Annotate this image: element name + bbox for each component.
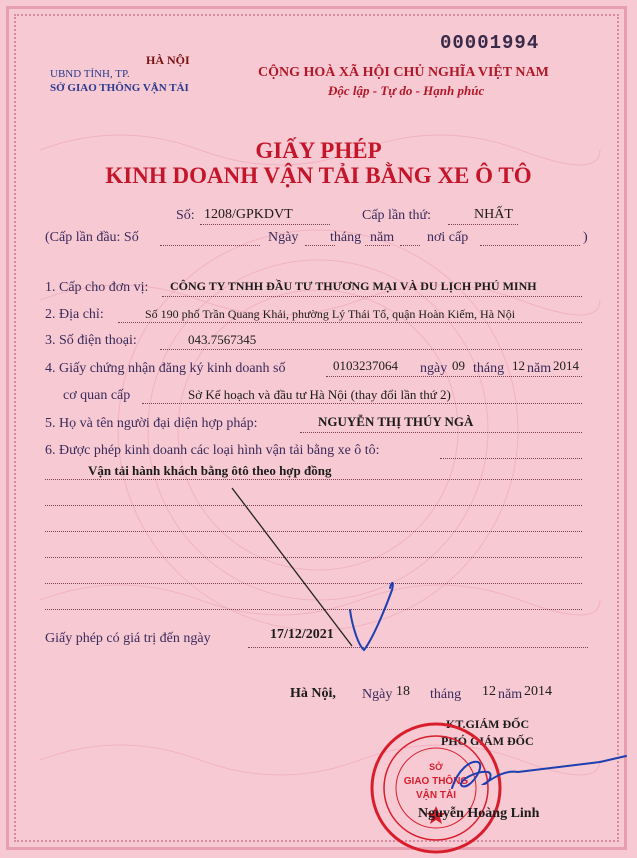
signing-year-label: năm — [498, 687, 523, 702]
first-issue-close: ) — [583, 230, 588, 245]
title-line1: GIẤY PHÉP — [255, 138, 382, 163]
signing-month: 12 — [482, 684, 496, 699]
signing-place: Hà Nội, — [290, 686, 336, 701]
transport-types-value: Vận tải hành khách bằng ôtô theo hợp đồng — [88, 463, 332, 478]
representative-value: NGUYỄN THỊ THÚY NGÀ — [318, 414, 474, 429]
agency-label: cơ quan cấp — [63, 388, 131, 403]
transport-types-label: 6. Được phép kinh doanh các loại hình vận tải bằng xe ô tô: — [45, 443, 380, 458]
issue-times-value: NHẤT — [474, 207, 513, 222]
first-issue-place-label: nơi cấp — [427, 230, 469, 245]
phone-value: 043.7567345 — [188, 332, 257, 347]
national-line1: CỘNG HOÀ XÃ HỘI CHỦ NGHĨA VIỆT NAM — [258, 65, 549, 80]
reg-day-label: ngày — [420, 361, 448, 376]
seal-text-1: SỞ — [429, 762, 443, 772]
reg-year: 2014 — [553, 358, 579, 373]
issued-to-label: 1. Cấp cho đơn vị: — [45, 280, 149, 295]
reg-number: 0103237064 — [333, 358, 398, 373]
signing-month-label: tháng — [430, 687, 462, 702]
first-issue-month-label: tháng — [330, 230, 362, 245]
seal-text-3: VẬN TẢI — [416, 790, 456, 801]
title-line2: KINH DOANH VẬN TẢI BẰNG XE Ô TÔ — [105, 163, 532, 188]
address-label: 2. Địa chỉ: — [45, 307, 104, 322]
seal-text-2: GIAO THÔNG — [403, 776, 469, 787]
signer-name: Nguyễn Hoàng Linh — [418, 806, 540, 821]
number-label: Số: — [176, 208, 195, 223]
authority-line1: UBND TỈNH, TP. — [50, 68, 130, 80]
first-issue-year-label: năm — [370, 230, 395, 245]
license-number: 1208/GPKDVT — [204, 207, 293, 222]
signing-day: 18 — [396, 684, 410, 699]
phone-label: 3. Số điện thoại: — [45, 333, 137, 348]
validity-date: 17/12/2021 — [270, 627, 334, 642]
first-issue-label: (Cấp lần đầu: Số — [45, 230, 139, 245]
validity-label: Giấy phép có giá trị đến ngày — [45, 631, 211, 646]
issued-to-value: CÔNG TY TNHH ĐẦU TƯ THƯƠNG MẠI VÀ DU LỊCH PHÚ MINH — [170, 279, 537, 293]
serial-number: 00001994 — [440, 32, 540, 54]
reg-year-label: năm — [527, 361, 552, 376]
first-issue-day-label: Ngày — [268, 230, 299, 245]
reg-month: 12 — [512, 358, 525, 373]
reg-day: 09 — [452, 358, 465, 373]
authority-city: HÀ NỘI — [146, 53, 190, 67]
signer-role2: PHÓ GIÁM ĐỐC — [441, 734, 534, 748]
agency-value: Sở Kế hoạch và đầu tư Hà Nội (thay đổi lần thứ 2) — [188, 387, 451, 402]
address-value: Số 190 phố Trần Quang Khải, phường Lý Thái Tổ, quận Hoàn Kiếm, Hà Nội — [145, 307, 516, 321]
issue-times-label: Cấp lần thứ: — [362, 208, 432, 223]
national-line2: Độc lập - Tự do - Hạnh phúc — [328, 83, 485, 98]
reg-month-label: tháng — [473, 361, 505, 376]
signer-role1: KT.GIÁM ĐỐC — [446, 717, 530, 731]
authority-line2: SỞ GIAO THÔNG VẬN TẢI — [50, 82, 189, 94]
reg-label: 4. Giấy chứng nhận đăng ký kinh doanh số — [45, 361, 286, 376]
signing-day-label: Ngày — [362, 687, 393, 702]
representative-label: 5. Họ và tên người đại diện hợp pháp: — [45, 416, 258, 431]
signing-year: 2014 — [524, 684, 552, 699]
